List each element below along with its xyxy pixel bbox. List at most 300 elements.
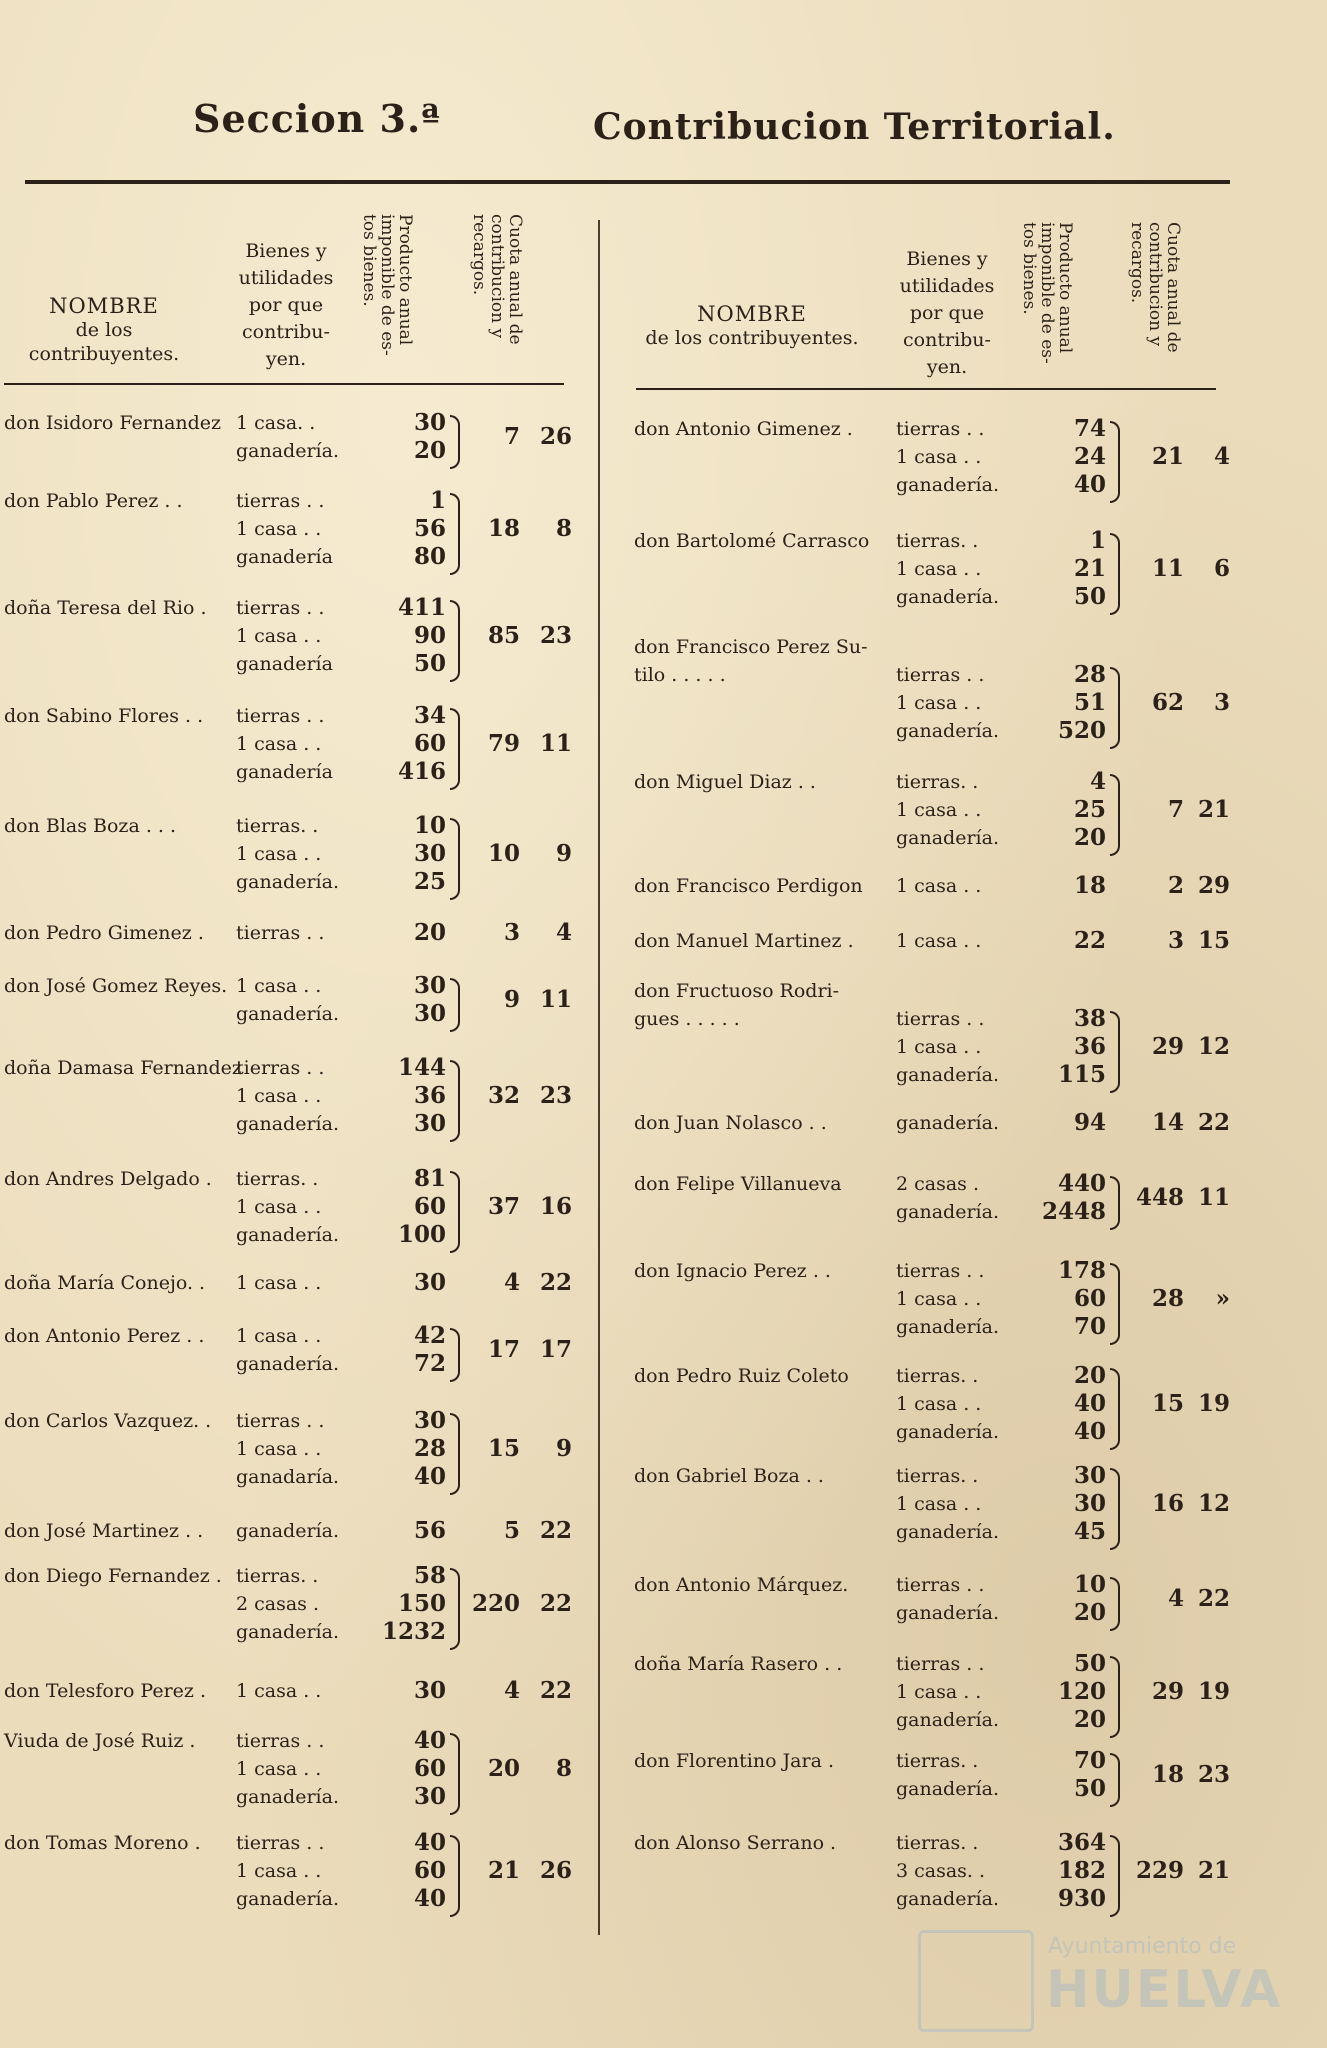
grouping-brace <box>450 1413 460 1495</box>
grouping-brace <box>450 978 460 1032</box>
contributor-name: doña María Rasero . . <box>634 1653 843 1675</box>
property-item: 1 casa . . <box>896 558 982 580</box>
quota-fraction: 11 <box>539 730 572 757</box>
property-item: tierras . . <box>896 1653 985 1675</box>
property-item: tierras . . <box>236 1730 325 1752</box>
property-item: 1 casa . . <box>236 1860 322 1882</box>
property-item: ganadería <box>236 653 333 675</box>
quota-main: 21 <box>487 1857 520 1884</box>
taxable-value: 21 <box>1073 555 1106 582</box>
taxable-value: 20 <box>1073 824 1106 851</box>
quota-main: 62 <box>1151 689 1184 716</box>
taxable-value: 20 <box>1073 1599 1106 1626</box>
taxable-value: 60 <box>413 730 446 757</box>
quota-main: 18 <box>1151 1761 1184 1788</box>
header-producto-right: Producto anual imponible de es- tos bienes. <box>1019 222 1075 364</box>
grouping-brace <box>1110 421 1120 503</box>
taxable-value: 40 <box>413 1829 446 1856</box>
quota-main: 28 <box>1151 1285 1184 1312</box>
quota-main: 7 <box>503 423 520 450</box>
quota-main: 20 <box>487 1755 520 1782</box>
header-cuota-right: Cuota anual de contribucion y recargos. <box>1127 222 1183 353</box>
quota-fraction: 26 <box>539 423 572 450</box>
quota-main: 4 <box>1167 1585 1184 1612</box>
property-item: 1 casa . . <box>896 875 982 897</box>
taxable-value: 72 <box>413 1350 446 1377</box>
quota-main: 16 <box>1151 1490 1184 1517</box>
quota-fraction: 3 <box>1213 689 1230 716</box>
taxable-value: 25 <box>1073 796 1106 823</box>
grouping-brace <box>1110 1263 1120 1345</box>
contributor-name: don Felipe Villanueva <box>634 1173 842 1195</box>
taxable-value: 50 <box>413 650 446 677</box>
quota-fraction: 29 <box>1197 872 1230 899</box>
property-item: ganadería. <box>896 586 999 608</box>
taxable-value: 411 <box>397 594 446 621</box>
taxable-value: 40 <box>413 1885 446 1912</box>
taxable-value: 1 <box>429 487 446 514</box>
contributor-name: don Manuel Martinez . <box>634 930 854 952</box>
property-item: ganadería. <box>236 440 339 462</box>
taxable-value: 40 <box>413 1727 446 1754</box>
quota-fraction: 6 <box>1213 555 1230 582</box>
grouping-brace <box>450 1835 460 1917</box>
property-item: ganadería. <box>236 1224 339 1246</box>
quota-fraction: 22 <box>539 1677 572 1704</box>
taxable-value: 45 <box>1073 1518 1106 1545</box>
header-nombre-right: NOMBRE de los contribuyentes. <box>645 302 859 349</box>
contributor-name: don Diego Fernandez . <box>4 1565 222 1587</box>
taxable-value: 60 <box>413 1755 446 1782</box>
taxable-value: 90 <box>413 622 446 649</box>
quota-fraction: 21 <box>1197 796 1230 823</box>
property-item: ganadería. <box>896 474 999 496</box>
taxable-value: 10 <box>413 812 446 839</box>
property-item: 1 casa . . <box>236 975 322 997</box>
property-item: ganadería. <box>236 1353 339 1375</box>
quota-main: 3 <box>503 919 520 946</box>
property-item: 1 casa . . <box>236 1272 322 1294</box>
taxable-value: 58 <box>413 1562 446 1589</box>
quota-main: 79 <box>487 730 520 757</box>
contributor-name: don Pedro Gimenez . <box>4 922 204 944</box>
quota-fraction: 17 <box>539 1336 572 1363</box>
property-item: ganadería. <box>236 1888 339 1910</box>
taxable-value: 22 <box>1073 927 1106 954</box>
left-header-rule <box>4 383 564 385</box>
quota-main: 14 <box>1151 1109 1184 1136</box>
property-item: ganadería. <box>896 1709 999 1731</box>
taxable-value: 364 <box>1057 1829 1106 1856</box>
property-item: ganadería. <box>896 1201 999 1223</box>
taxable-value: 60 <box>1073 1285 1106 1312</box>
property-item: tierras. . <box>896 771 979 793</box>
header-bienes-right: Bienes y utilidades por que contribu- yen. <box>899 248 995 378</box>
grouping-brace <box>1110 1577 1120 1631</box>
property-item: tierras . . <box>236 1832 325 1854</box>
quota-main: 4 <box>503 1677 520 1704</box>
contributor-name: don Antonio Perez . . <box>4 1325 205 1347</box>
quota-main: 229 <box>1135 1857 1184 1884</box>
property-item: 2 casas . <box>236 1593 320 1615</box>
property-item: 2 casas . <box>896 1173 980 1195</box>
property-item: tierras. . <box>236 1565 319 1587</box>
taxable-value: 28 <box>413 1435 446 1462</box>
taxable-value: 178 <box>1057 1257 1106 1284</box>
contributor-name: don Carlos Vazquez. . <box>4 1410 212 1432</box>
property-item: 1 casa . . <box>236 843 322 865</box>
grouping-brace <box>1110 1368 1120 1450</box>
quota-main: 11 <box>1151 555 1184 582</box>
property-item: ganadería. <box>896 720 999 742</box>
property-item: ganadería. <box>236 871 339 893</box>
taxable-value: 30 <box>413 1269 446 1296</box>
taxable-value: 70 <box>1073 1747 1106 1774</box>
section-number: Seccion 3.ª <box>193 96 441 141</box>
quota-main: 29 <box>1151 1678 1184 1705</box>
grouping-brace <box>450 1060 460 1142</box>
coat-of-arms-icon <box>918 1930 1034 2032</box>
taxable-value: 520 <box>1057 717 1106 744</box>
taxable-value: 80 <box>413 543 446 570</box>
quota-main: 448 <box>1135 1184 1184 1211</box>
grouping-brace <box>450 1328 460 1382</box>
property-item: tierras. . <box>896 530 979 552</box>
contributor-name: don Bartolomé Carrasco <box>634 530 870 552</box>
contributor-name: don Alonso Serrano . <box>634 1832 837 1854</box>
taxable-value: 34 <box>413 702 446 729</box>
contributor-name: don Ignacio Perez . . <box>634 1260 831 1282</box>
quota-fraction: 11 <box>539 986 572 1013</box>
property-item: 1 casa . . <box>896 692 982 714</box>
quota-fraction: 26 <box>539 1857 572 1884</box>
property-item: ganadería. <box>236 1786 339 1808</box>
property-item: 1 casa . . <box>236 518 322 540</box>
grouping-brace <box>1110 1656 1120 1738</box>
grouping-brace <box>1110 1753 1120 1807</box>
property-item: 1 casa . . <box>896 799 982 821</box>
grouping-brace <box>1110 667 1120 749</box>
quota-fraction: 16 <box>539 1193 572 1220</box>
quota-fraction: 9 <box>555 840 572 867</box>
contributor-name: Viuda de José Ruiz . <box>4 1730 196 1752</box>
contributor-name: don Telesforo Perez . <box>4 1680 207 1702</box>
property-item: ganadería. <box>236 1003 339 1025</box>
property-item: ganadería. <box>896 827 999 849</box>
contributor-name: don Pablo Perez . . <box>4 490 183 512</box>
quota-fraction: 22 <box>1197 1585 1230 1612</box>
contributor-name: don Juan Nolasco . . <box>634 1112 827 1134</box>
property-item: 1 casa . . <box>236 1325 322 1347</box>
property-item: tierras . . <box>236 490 325 512</box>
property-item: tierras . . <box>896 1574 985 1596</box>
grouping-brace <box>450 600 460 682</box>
grouping-brace <box>450 493 460 575</box>
property-item: ganadería. <box>896 1602 999 1624</box>
property-item: ganadería. <box>236 1621 339 1643</box>
property-item: tierras . . <box>896 664 985 686</box>
property-item: tierras. . <box>236 1168 319 1190</box>
taxable-value: 440 <box>1057 1170 1106 1197</box>
property-item: tierras. . <box>236 815 319 837</box>
quota-main: 85 <box>487 622 520 649</box>
grouping-brace <box>1110 1468 1120 1550</box>
taxable-value: 930 <box>1057 1885 1106 1912</box>
property-item: ganadería. <box>896 1421 999 1443</box>
taxable-value: 30 <box>413 972 446 999</box>
taxable-value: 24 <box>1073 443 1106 470</box>
taxable-value: 81 <box>413 1165 446 1192</box>
property-item: tierras . . <box>236 705 325 727</box>
property-item: tierras . . <box>896 1008 985 1030</box>
taxable-value: 50 <box>1073 1775 1106 1802</box>
quota-fraction: 23 <box>539 622 572 649</box>
property-item: 1 casa . . <box>896 446 982 468</box>
contributor-name-cont: tilo . . . . . <box>634 664 726 686</box>
contributor-name: doña Teresa del Rio . <box>4 597 207 619</box>
taxable-value: 30 <box>1073 1490 1106 1517</box>
taxable-value: 30 <box>413 1110 446 1137</box>
grouping-brace <box>1110 1835 1120 1917</box>
contributor-name: don Pedro Ruiz Coleto <box>634 1365 849 1387</box>
quota-main: 220 <box>471 1590 520 1617</box>
contributor-name: don Tomas Moreno . <box>4 1832 201 1854</box>
grouping-brace <box>450 708 460 790</box>
contributor-name: don Blas Boza . . . <box>4 815 177 837</box>
quota-fraction: » <box>1215 1285 1230 1312</box>
taxable-value: 56 <box>413 1517 446 1544</box>
grouping-brace <box>450 1733 460 1815</box>
property-item: tierras . . <box>236 1410 325 1432</box>
property-item: tierras. . <box>896 1365 979 1387</box>
taxable-value: 30 <box>413 1783 446 1810</box>
property-item: 1 casa . . <box>896 1393 982 1415</box>
contributor-name: don Francisco Perez Su- <box>634 636 868 658</box>
contributor-name-cont: gues . . . . . <box>634 1008 740 1030</box>
taxable-value: 20 <box>1073 1362 1106 1389</box>
quota-fraction: 21 <box>1197 1857 1230 1884</box>
contributor-name: don Andres Delgado . <box>4 1168 212 1190</box>
right-header-rule <box>636 388 1216 390</box>
property-item: 1 casa . . <box>896 1036 982 1058</box>
quota-main: 10 <box>487 840 520 867</box>
taxable-value: 51 <box>1073 689 1106 716</box>
quota-fraction: 15 <box>1197 927 1230 954</box>
quota-main: 9 <box>503 986 520 1013</box>
quota-main: 37 <box>487 1193 520 1220</box>
contributor-name: don Florentino Jara . <box>634 1750 835 1772</box>
quota-main: 7 <box>1167 796 1184 823</box>
quota-fraction: 22 <box>539 1517 572 1544</box>
property-item: tierras . . <box>236 1057 325 1079</box>
property-item: tierras. . <box>896 1465 979 1487</box>
quota-fraction: 11 <box>1197 1184 1230 1211</box>
taxable-value: 150 <box>397 1590 446 1617</box>
taxable-value: 42 <box>413 1322 446 1349</box>
taxable-value: 10 <box>1073 1571 1106 1598</box>
taxable-value: 1232 <box>381 1618 446 1645</box>
property-item: ganadería. <box>236 1520 339 1542</box>
grouping-brace <box>1110 774 1120 856</box>
contributor-name: doña Damasa Fernandez <box>4 1057 242 1079</box>
quota-main: 2 <box>1167 872 1184 899</box>
quota-main: 29 <box>1151 1033 1184 1060</box>
property-item: 1 casa . . <box>236 1196 322 1218</box>
taxable-value: 144 <box>397 1054 446 1081</box>
taxable-value: 36 <box>1073 1033 1106 1060</box>
taxable-value: 20 <box>1073 1706 1106 1733</box>
taxable-value: 50 <box>1073 583 1106 610</box>
quota-fraction: 8 <box>555 515 572 542</box>
quota-fraction: 22 <box>539 1590 572 1617</box>
property-item: 1 casa . . <box>236 1758 322 1780</box>
property-item: ganadería <box>236 761 333 783</box>
property-item: 1 casa . . <box>236 1085 322 1107</box>
property-item: tierras . . <box>236 597 325 619</box>
property-item: ganadaría. <box>236 1466 340 1488</box>
taxable-value: 25 <box>413 868 446 895</box>
contributor-name: don Francisco Perdigon <box>634 875 863 897</box>
page-title: Contribucion Territorial. <box>593 106 1116 148</box>
property-item: ganadería. <box>896 1064 999 1086</box>
taxable-value: 74 <box>1073 415 1106 442</box>
taxable-value: 94 <box>1073 1109 1106 1136</box>
taxable-value: 30 <box>413 840 446 867</box>
quota-main: 15 <box>1151 1390 1184 1417</box>
taxable-value: 36 <box>413 1082 446 1109</box>
quota-fraction: 22 <box>1197 1109 1230 1136</box>
property-item: 3 casas. . <box>896 1860 986 1882</box>
property-item: 1 casa . . <box>896 1493 982 1515</box>
contributor-name: don Antonio Gimenez . <box>634 418 853 440</box>
contributor-name: don Gabriel Boza . . <box>634 1465 824 1487</box>
taxable-value: 40 <box>1073 1418 1106 1445</box>
quota-fraction: 4 <box>555 919 572 946</box>
taxable-value: 60 <box>413 1857 446 1884</box>
taxable-value: 50 <box>1073 1650 1106 1677</box>
quota-main: 32 <box>487 1082 520 1109</box>
contributor-name: don Fructuoso Rodri- <box>634 980 840 1002</box>
quota-main: 17 <box>487 1336 520 1363</box>
taxable-value: 20 <box>413 437 446 464</box>
property-item: 1 casa . . <box>236 1680 322 1702</box>
property-item: 1 casa . . <box>896 930 982 952</box>
taxable-value: 40 <box>413 1463 446 1490</box>
quota-fraction: 12 <box>1197 1490 1230 1517</box>
taxable-value: 38 <box>1073 1005 1106 1032</box>
property-item: ganadería. <box>236 1113 339 1135</box>
quota-fraction: 22 <box>539 1269 572 1296</box>
grouping-brace <box>450 415 460 469</box>
taxable-value: 2448 <box>1041 1198 1106 1225</box>
taxable-value: 70 <box>1073 1313 1106 1340</box>
taxable-value: 30 <box>413 1000 446 1027</box>
grouping-brace <box>450 1171 460 1253</box>
taxable-value: 28 <box>1073 661 1106 688</box>
taxable-value: 40 <box>1073 1390 1106 1417</box>
taxable-value: 115 <box>1057 1061 1106 1088</box>
quota-fraction: 19 <box>1197 1390 1230 1417</box>
taxable-value: 100 <box>397 1221 446 1248</box>
quota-fraction: 23 <box>539 1082 572 1109</box>
property-item: ganadería. <box>896 1521 999 1543</box>
property-item: 1 casa . . <box>236 625 322 647</box>
contributor-name: don José Martinez . . <box>4 1520 204 1542</box>
taxable-value: 182 <box>1057 1857 1106 1884</box>
property-item: ganadería. <box>896 1112 999 1134</box>
taxable-value: 1 <box>1089 527 1106 554</box>
property-item: tierras. . <box>896 1832 979 1854</box>
quota-main: 3 <box>1167 927 1184 954</box>
header-bienes: Bienes y utilidades por que contribu- yen. <box>238 240 334 370</box>
taxable-value: 40 <box>1073 471 1106 498</box>
quota-main: 21 <box>1151 443 1184 470</box>
contributor-name: don José Gomez Reyes. <box>4 975 228 997</box>
grouping-brace <box>450 1568 460 1650</box>
taxable-value: 30 <box>413 409 446 436</box>
header-cuota: Cuota anual de contribucion y recargos. <box>469 214 525 345</box>
header-producto: Producto anual imponible de es- tos bienes. <box>359 214 415 356</box>
property-item: ganadería <box>236 546 333 568</box>
grouping-brace <box>1110 1176 1120 1230</box>
contributor-name: don Antonio Márquez. <box>634 1574 849 1596</box>
property-item: tierras. . <box>896 1750 979 1772</box>
taxable-value: 30 <box>413 1677 446 1704</box>
property-item: 1 casa . . <box>896 1288 982 1310</box>
taxable-value: 18 <box>1073 872 1106 899</box>
taxable-value: 416 <box>397 758 446 785</box>
grouping-brace <box>1110 533 1120 615</box>
contributor-name: don Sabino Flores . . <box>4 705 204 727</box>
header-nombre: NOMBRE de los contribuyentes. <box>28 294 180 365</box>
quota-fraction: 8 <box>555 1755 572 1782</box>
quota-main: 5 <box>503 1517 520 1544</box>
quota-main: 4 <box>503 1269 520 1296</box>
property-item: tierras . . <box>236 922 325 944</box>
taxable-value: 60 <box>413 1193 446 1220</box>
contributor-name: don Isidoro Fernandez <box>4 412 222 434</box>
quota-fraction: 12 <box>1197 1033 1230 1060</box>
taxable-value: 20 <box>413 919 446 946</box>
property-item: 1 casa . . <box>236 733 322 755</box>
grouping-brace <box>450 818 460 900</box>
quota-fraction: 19 <box>1197 1678 1230 1705</box>
taxable-value: 56 <box>413 515 446 542</box>
quota-fraction: 4 <box>1213 443 1230 470</box>
property-item: 1 casa. . <box>236 412 316 434</box>
taxable-value: 30 <box>413 1407 446 1434</box>
property-item: tierras . . <box>896 418 985 440</box>
grouping-brace <box>1110 1011 1120 1093</box>
quota-main: 18 <box>487 515 520 542</box>
taxable-value: 120 <box>1057 1678 1106 1705</box>
property-item: ganadería. <box>896 1888 999 1910</box>
taxable-value: 4 <box>1089 768 1106 795</box>
column-divider <box>598 220 600 1935</box>
contributor-name: don Miguel Diaz . . <box>634 771 816 793</box>
quota-fraction: 9 <box>555 1435 572 1462</box>
property-item: tierras . . <box>896 1260 985 1282</box>
property-item: 1 casa . . <box>896 1681 982 1703</box>
top-rule <box>25 180 1230 184</box>
property-item: ganadería. <box>896 1778 999 1800</box>
quota-main: 15 <box>487 1435 520 1462</box>
quota-fraction: 23 <box>1197 1761 1230 1788</box>
watermark-logo: Ayuntamiento de HUELVA <box>918 1930 1248 2026</box>
taxable-value: 30 <box>1073 1462 1106 1489</box>
contributor-name: doña María Conejo. . <box>4 1272 206 1294</box>
property-item: 1 casa . . <box>236 1438 322 1460</box>
